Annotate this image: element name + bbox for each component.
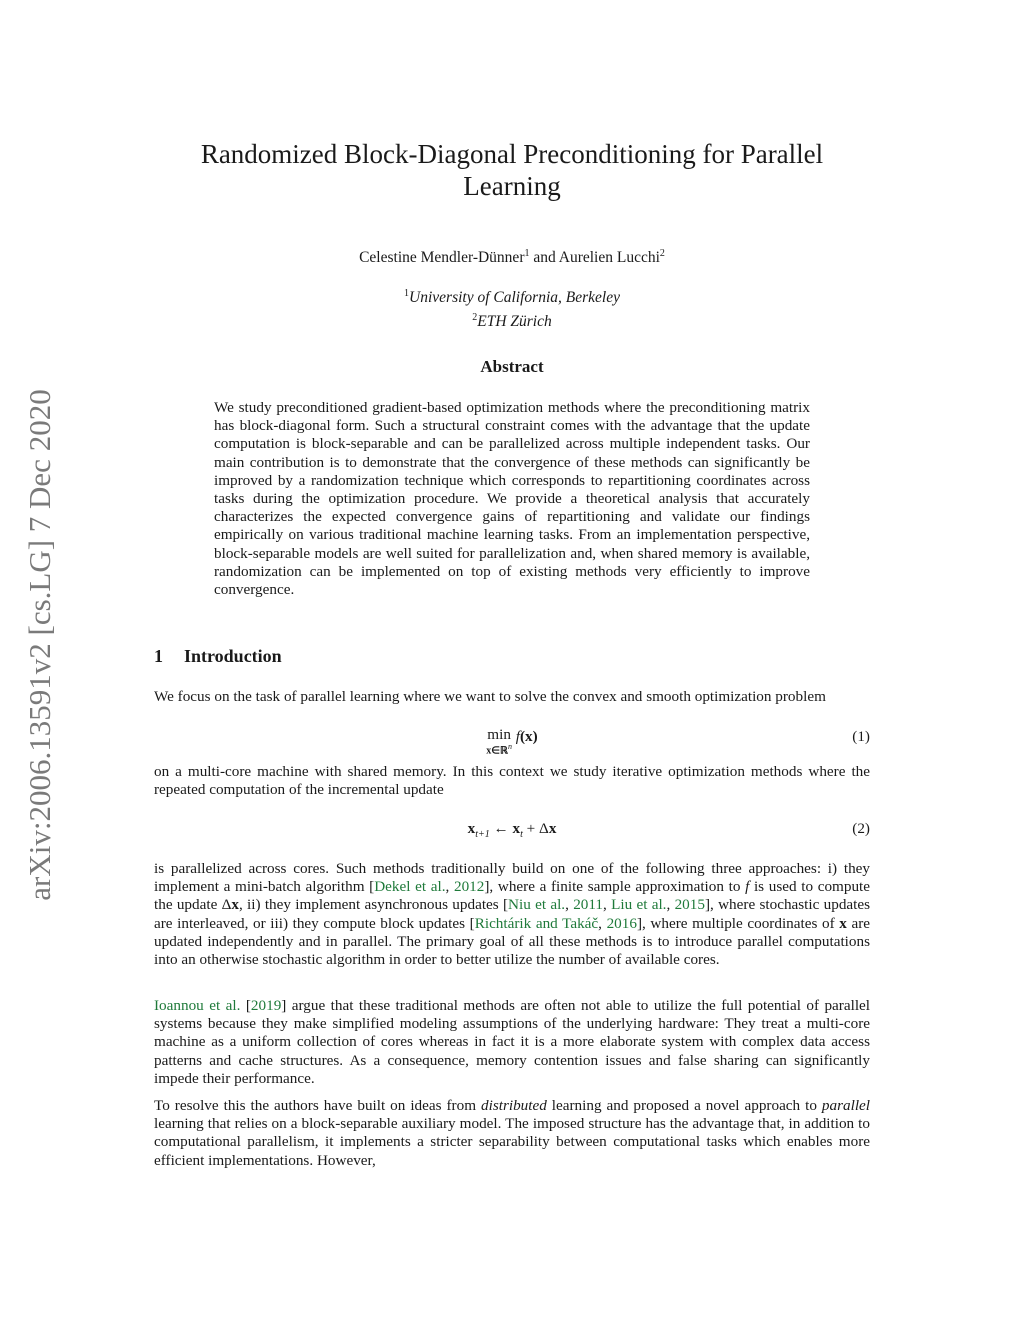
paragraph [154,1097,870,1170]
math-symbol: x [839,914,847,932]
equation-expression [154,820,870,840]
eq-arrow: ← [489,820,513,837]
emphasis: parallel [821,1097,870,1114]
affiliation-name: University of California, Berkeley [409,289,620,307]
eq-plus-delta: + Δ [522,820,549,837]
text-run: , ii) they implement asynchronous updates [ [238,896,509,914]
citation-link[interactable]: Richtárik and Takáč [474,914,599,932]
affil-mark: 2 [472,312,478,324]
abstract-heading: Abstract [480,357,544,376]
affiliation-line [154,308,870,332]
citation-year-link[interactable]: 2019 [250,997,282,1014]
author-line [154,248,870,267]
paragraph: We focus on the task of parallel learning where we want to solve the convex and smooth optimization problem [154,688,826,705]
text-run: is used to compute the update Δ [154,878,871,914]
equation-1 [154,726,870,757]
paragraph: on a multi-core machine with shared memory. In this context we study iterative optimization methods where the repeated computation of the incremental update [154,763,870,799]
text-run: ], where stochastic updates are interleaved, or iii) they compute block updates [ [154,896,871,932]
text-run: ] argue that these traditional methods are often not able to utilize the full potential of parallel systems because they make simplified modeling assumptions of the underlying hardware: They treat a multi-core machine as a uniform collection of cores whereas in fact it is a more elaborate system with complex data access patterns and cache structures. As a consequence, memory contention issues and false sharing can significantly impede their performance. [154,997,870,1087]
function-symbol: f [515,728,520,745]
text-run: learning that relies on a block-separable auxiliary model. The imposed structure has the advantage that, in addition to computational parallelism, it implements a stricter separability between computational tasks which enables more efficient implementations. However, [154,1115,870,1169]
author-affil-mark: 2 [659,248,665,259]
min-domain: x∈ℝ [486,745,508,757]
author-name: Celestine Mendler-Dünner [359,249,525,267]
author-affil-mark: 1 [524,248,530,259]
text-run: ], where multiple coordinates of [636,914,840,932]
citation-link[interactable]: Dekel et al. [374,878,446,896]
min-subscript [486,742,512,756]
text-run: learning and proposed a novel approach to [546,1097,822,1114]
equation-expression [154,728,870,756]
text-run: , [565,896,574,914]
text-run: , [445,878,454,896]
citation-year-link[interactable]: 2012 [453,878,485,896]
equation-number: (2) [852,820,870,837]
author-conjunction: and [529,249,559,267]
text-run: , [598,914,607,932]
text-run: ], where a finite sample approximation to [484,878,746,896]
affiliation-line [154,284,870,308]
section-title: Introduction [184,646,282,666]
section-heading [154,646,870,667]
affiliation-name: ETH Zürich [477,313,552,331]
min-domain-dim: n [507,742,512,751]
abstract-text: We study preconditioned gradient-based optimization methods where the preconditioning matrix has block-diagonal form. Such a structural constraint comes with the advantage that the update computation is block-separable and can be parallelized across multiple independent tasks. Our main contribution is to demonstrate that the convergence of these methods can significantly be improved by a randomization technique which corresponds to repartitioning coordinates across tasks during the optimization procedure. We provide a theoretical analysis that accurately characterizes the expected convergence gains of repartitioning and validate our findings empirically on various traditional machine learning tasks. From an implementation perspective, block-separable models are well suited for parallelization and, when shared memory is available, randomization can be implemented on top of existing methods very efficiently to improve convergence. [214,399,810,599]
paper-title: Randomized Block-Diagonal Preconditioning for Parallel Learning [200,139,824,201]
text-run: , [603,896,612,914]
math-symbol: x [231,896,239,914]
section-number: 1 [154,646,163,666]
affil-mark: 1 [404,288,410,299]
eq-subscript: t [520,829,523,841]
math-symbol: f [745,878,750,896]
eq-var: x [512,820,521,837]
text-run: To resolve this the authors have built on ideas from [154,1097,481,1114]
text-run: are updated independently and in parallel. The primary goal of all these methods is to introduce parallel computations into an otherwise stochastic algorithm in order to better utilize the number of available cores. [154,914,871,969]
citation-link[interactable]: Liu et al. [611,896,667,914]
equation-2 [154,820,870,844]
eq-var: x [548,820,557,837]
text-run: [ [240,997,251,1014]
citation-year-link[interactable]: 2011 [573,896,604,914]
eq-subscript: t+1 [475,829,490,841]
eq-var: x [467,820,476,837]
citation-year-link[interactable]: 2016 [606,914,637,932]
min-operator [486,728,512,756]
affiliations [154,284,870,332]
arxiv-identifier-stamp: arXiv:2006.13591v2 [cs.LG] 7 Dec 2020 [22,389,57,901]
equation-number: (1) [852,728,870,745]
emphasis: distributed [481,1097,547,1114]
function-arg: (x) [519,728,538,745]
paragraph [154,860,870,969]
author-name: Aurelien Lucchi [558,249,660,267]
paragraph [154,997,870,1088]
text-run: , [666,896,675,914]
text-run: is parallelized across cores. Such methods traditionally build on one of the following three approaches: i) they implement a mini-batch algorithm [ [154,860,870,896]
citation-link[interactable]: Niu et al. [508,896,566,914]
min-text: min [487,726,511,743]
citation-year-link[interactable]: 2015 [674,896,705,914]
citation-link[interactable]: Ioannou et al. [154,997,241,1014]
